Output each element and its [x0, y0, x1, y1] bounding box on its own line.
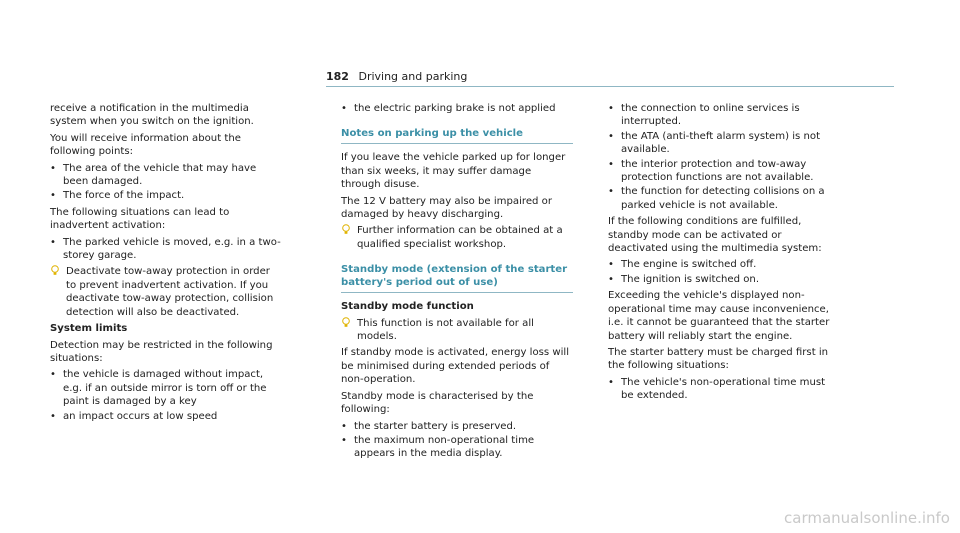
note [341, 317, 573, 344]
list-item: • The engine is switched off. [608, 259, 757, 271]
list-item: • The area of the vehicle that may have been damaged. [50, 162, 257, 188]
watermark: carmanualsonline.info [784, 509, 950, 527]
list-item: • The vehicle's non-operational time must be extended. [608, 376, 826, 402]
list-item: • the ATA (anti-theft alarm system) is not available. [608, 130, 821, 156]
bullet-list [608, 258, 840, 286]
paragraph: Standby mode is characterised by the following: [341, 390, 534, 416]
paragraph: If the following conditions are fulfilled, standby mode can be activated or deactivated using the multimedia system: [608, 216, 822, 255]
list-item: • The force of the impact. [50, 190, 185, 202]
bullet-icon: • [50, 162, 56, 174]
bullet-icon: • [341, 420, 347, 432]
paragraph: The starter battery must be charged first in the following situations: [608, 346, 829, 372]
paragraph: You will receive information about the following points: [50, 132, 241, 158]
list-item: • the starter battery is preserved. [341, 420, 517, 432]
paragraph: If standby mode is activated, energy loss will be minimised during extended periods of non-operation. [341, 347, 570, 386]
list-item: • the function for detecting collisions on a parked vehicle is not available. [608, 186, 825, 211]
bullet-icon: • [341, 103, 347, 114]
bullet-icon: • [341, 434, 347, 446]
list-item: • the connection to online services is interrupted. [608, 103, 800, 128]
bullet-icon: • [608, 259, 614, 271]
bullet-icon: • [608, 273, 614, 285]
bullet-icon: • [50, 410, 56, 422]
subheading: System limits [50, 323, 128, 335]
note [341, 224, 573, 251]
list-item: • the electric parking brake is not applied [341, 103, 556, 114]
column-1 [50, 102, 282, 426]
subheading: Standby mode function [341, 301, 474, 313]
note-icon [50, 265, 60, 276]
list-item: • the maximum non-operational time appears in the media display. [341, 434, 535, 460]
paragraph: Exceeding the vehicle's displayed non-operational time may cause inconvenience, i.e. it cannot be guaranteed that the starter battery will reliably start the engine. [608, 290, 830, 342]
column-2 [341, 102, 573, 464]
bullet-icon: • [50, 190, 56, 202]
bullet-list [341, 102, 573, 115]
paragraph: The following situations can lead to inadvertent activation: [50, 206, 230, 232]
bullet-list [50, 236, 282, 263]
note-text: Further information can be obtained at a qualified specialist workshop. [357, 225, 563, 250]
bullet-icon: • [608, 376, 614, 388]
bullet-list [608, 376, 840, 403]
bullet-list [341, 420, 573, 461]
bullet-icon: • [50, 369, 56, 381]
section-heading: Standby mode (extension of the starter battery's period out of use) [341, 263, 573, 293]
page-header [326, 70, 467, 83]
paragraph: receive a notification in the multimedia system when you switch on the ignition. [50, 103, 254, 128]
note-text: Deactivate tow-away protection in order to prevent inadvertent activation. If you deactivate tow-away protection, collision detection will also be deactivated. [66, 266, 274, 318]
bullet-icon: • [608, 186, 614, 198]
bullet-list [50, 368, 282, 423]
paragraph: Detection may be restricted in the following situations: [50, 339, 273, 364]
page-number: 182 [326, 70, 349, 83]
paragraph: The 12 V battery may also be impaired or damaged by heavy discharging. [341, 195, 552, 221]
bullet-icon: • [608, 130, 614, 142]
bullet-list [608, 102, 840, 212]
list-item: • The ignition is switched on. [608, 273, 760, 285]
note-text: This function is not available for all models. [357, 317, 534, 343]
bullet-icon: • [50, 236, 56, 248]
section-heading: Notes on parking up the vehicle [341, 127, 573, 144]
bullet-icon: • [608, 158, 614, 170]
list-item: • an impact occurs at low speed [50, 410, 218, 422]
note-icon [341, 317, 351, 328]
paragraph: If you leave the vehicle parked up for longer than six weeks, it may suffer damage through disuse. [341, 152, 566, 191]
list-item: • the interior protection and tow-away protection functions are not available. [608, 158, 814, 184]
column-3 [608, 102, 840, 406]
list-item: • The parked vehicle is moved, e.g. in a two-storey garage. [50, 236, 281, 262]
section-title: Driving and parking [358, 70, 468, 83]
header-rule [326, 86, 894, 87]
list-item: • the vehicle is damaged without impact, e.g. if an outside mirror is torn off or the paint is damaged by a key [50, 369, 267, 408]
note [50, 265, 282, 319]
bullet-list [50, 162, 282, 203]
bullet-icon: • [608, 103, 614, 114]
note-icon [341, 224, 351, 235]
